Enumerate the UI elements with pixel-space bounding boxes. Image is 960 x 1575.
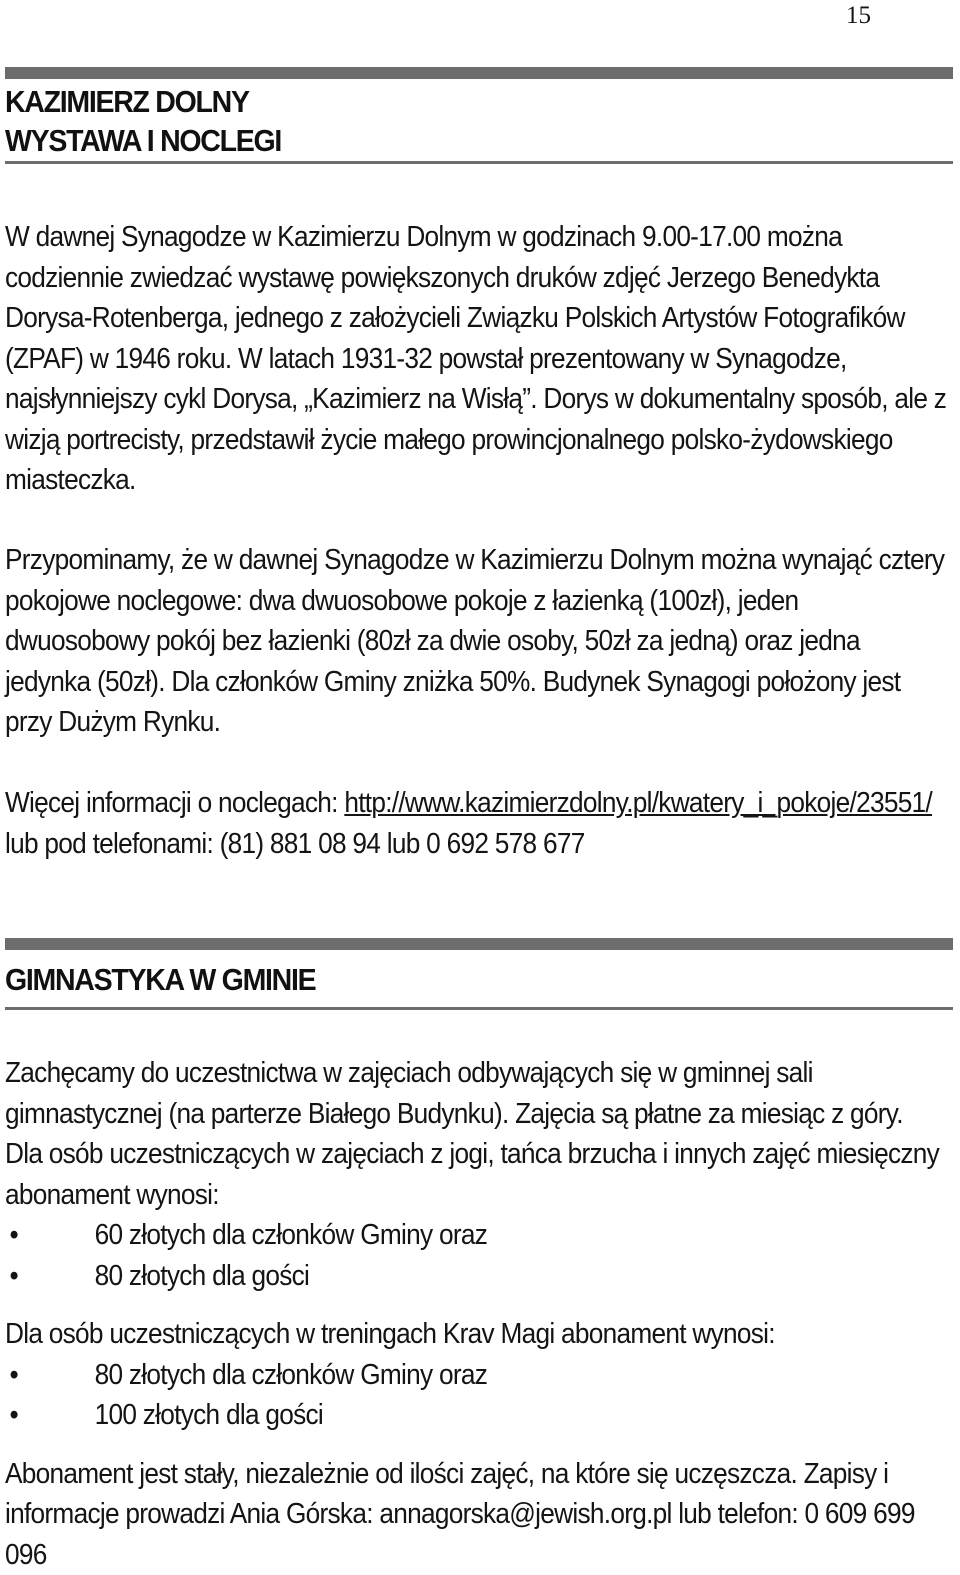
- more-info-paragraph: [5, 783, 946, 864]
- list-item: [5, 1215, 946, 1256]
- more-info-prefix: Więcej informacji o noclegach:: [5, 787, 344, 819]
- list-item: [5, 1256, 946, 1297]
- lodging-link[interactable]: http://www.kazimierzdolny.pl/kwatery_i_pokoje/23551/: [344, 787, 932, 819]
- subscription-contact-paragraph: Abonament jest stały, niezależnie od ilości zajęć, na które się uczęszcza. Zapisy i informacje prowadzi Ania Górska: annagorska@jewish.org.pl lub telefon: 0 609 699 096: [5, 1454, 946, 1575]
- list-item-text: 60 złotych dla członków Gminy oraz: [95, 1219, 488, 1251]
- bullet-icon: •: [10, 1215, 18, 1256]
- section-divider-top: [5, 67, 953, 79]
- section-divider-gym-bottom: [5, 1007, 953, 1010]
- list-item: [5, 1395, 946, 1436]
- bullet-icon: •: [10, 1256, 18, 1297]
- section-title-gym: GIMNASTYKA W GMINIE: [5, 959, 315, 1000]
- section-divider-bottom: [5, 161, 953, 164]
- list-item-text: 80 złotych dla gości: [95, 1260, 310, 1292]
- phone-numbers: lub pod telefonami: (81) 881 08 94 lub 0 692 578 677: [5, 828, 585, 860]
- list-item-text: 80 złotych dla członków Gminy oraz: [95, 1359, 488, 1391]
- yoga-price-list: [5, 1215, 946, 1296]
- list-item: [5, 1355, 946, 1396]
- gym-content: [5, 1053, 946, 1575]
- exhibition-paragraph: W dawnej Synagodze w Kazimierzu Dolnym w godzinach 9.00-17.00 można codziennie zwiedzać wystawę powiększonych druków zdjęć Jerzego Benedykta Dorysa-Rotenberga, jednego z założycieli Związku Polskich Artystów Fotografików (ZPAF) w 1946 roku. W latach 1931-32 powstał prezentowany w Synagodze, najsłynniejszy cykl Dorysa, „Kazimierz na Wisłą”. Dorys w dokumentalny sposób, ale z wizją portrecisty, przedstawił życie małego prowincjonalnego polsko-żydowskiego miasteczka.: [5, 217, 946, 501]
- bullet-icon: •: [10, 1395, 18, 1436]
- section-title-kazimierz-line2: WYSTAWA I NOCLEGI: [5, 120, 281, 161]
- page-number: 15: [846, 2, 871, 30]
- list-item-text: 100 złotych dla gości: [95, 1399, 323, 1431]
- section-divider-gym-top: [5, 938, 953, 950]
- section-title-kazimierz-line1: KAZIMIERZ DOLNY: [5, 81, 249, 122]
- krav-maga-price-list: [5, 1355, 946, 1436]
- krav-maga-paragraph: Dla osób uczestniczących w treningach Krav Magi abonament wynosi:: [5, 1314, 946, 1355]
- gym-intro-paragraph: Zachęcamy do uczestnictwa w zajęciach odbywających się w gminnej sali gimnastycznej (na parterze Białego Budynku). Zajęcia są płatne za miesiąc z góry. Dla osób uczestniczących w zajęciach z jogi, tańca brzucha i innych zajęć miesięczny abonament wynosi:: [5, 1053, 946, 1215]
- bullet-icon: •: [10, 1355, 18, 1396]
- lodging-paragraph: Przypominamy, że w dawnej Synagodze w Kazimierzu Dolnym można wynająć cztery pokojowe noclegowe: dwa dwuosobowe pokoje z łazienką (100zł), jeden dwuosobowy pokój bez łazienki (80zł za dwie osoby, 50zł za jedną) oraz jedna jedynka (50zł). Dla członków Gminy zniżka 50%. Budynek Synagogi położony jest przy Dużym Rynku.: [5, 540, 946, 743]
